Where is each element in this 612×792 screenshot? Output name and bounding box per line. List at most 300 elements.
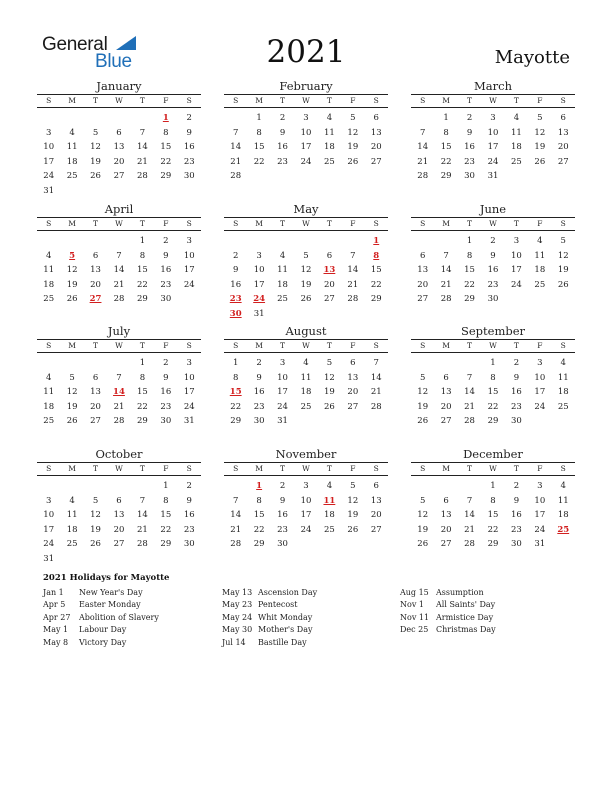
day-grid: [411, 111, 575, 184]
day-cell: 16: [160, 387, 172, 398]
day-cell: 17: [43, 524, 55, 535]
day-cell: 26: [557, 279, 569, 290]
calendar-year-title: 2021: [266, 34, 346, 70]
weekday-header: S: [233, 341, 239, 350]
weekday-header: T: [513, 219, 519, 228]
empty-day-cell: [60, 111, 83, 126]
day-cell: 17: [534, 510, 546, 521]
day-cell: 28: [464, 416, 475, 427]
weekday-header: M: [442, 464, 450, 473]
day-cell: 29: [160, 539, 172, 550]
day-cell: 10: [487, 127, 499, 138]
day-cell: 11: [66, 142, 78, 153]
day-cell: 28: [230, 539, 242, 550]
weekday-header: W: [115, 96, 123, 105]
day-cell: 30: [464, 171, 475, 182]
day-cell: 8: [466, 250, 473, 261]
empty-day-cell: [224, 479, 247, 494]
holiday-row: [400, 624, 580, 636]
day-cell: 5: [420, 495, 426, 506]
day-cell: 19: [557, 265, 569, 276]
day-cell: 18: [277, 279, 288, 290]
day-cell: 29: [487, 539, 499, 550]
weekday-header: T: [280, 464, 286, 473]
day-cell: 20: [90, 279, 101, 290]
month-title: August: [285, 324, 327, 338]
day-cell: 24: [510, 279, 522, 290]
weekday-header: S: [420, 219, 426, 228]
day-cell: 7: [466, 495, 473, 506]
empty-day-cell: [60, 234, 83, 249]
day-cell: 29: [136, 294, 148, 305]
day-cell: 4: [279, 250, 286, 261]
day-cell: 14: [417, 142, 429, 153]
weekday-header: M: [255, 219, 263, 228]
day-grid: [37, 111, 201, 199]
weekday-header: F: [537, 219, 543, 228]
weekday-header: T: [139, 341, 145, 350]
weekday-header: S: [46, 341, 52, 350]
day-cell: 18: [557, 387, 569, 398]
day-cell: 19: [534, 142, 546, 153]
day-cell: 5: [303, 250, 309, 261]
day-cell: 7: [233, 495, 239, 506]
day-cell: 9: [163, 250, 169, 261]
month-october: [37, 447, 201, 567]
weekday-header: S: [420, 341, 426, 350]
weekday-header: S: [420, 464, 426, 473]
day-cell: 8: [139, 250, 146, 261]
holiday-day-cell: 14: [113, 387, 125, 398]
day-cell: 14: [230, 142, 242, 153]
day-cell: 11: [510, 127, 522, 138]
day-cell: 4: [46, 250, 52, 261]
day-grid: [37, 479, 201, 567]
holiday-date: Nov 1: [400, 600, 424, 610]
day-grid: [37, 234, 201, 307]
day-cell: 14: [464, 510, 475, 521]
day-cell: 14: [464, 387, 475, 398]
holiday-name: Easter Monday: [79, 600, 141, 610]
day-cell: 12: [66, 387, 78, 398]
empty-day-cell: [131, 111, 154, 126]
month-april: [37, 202, 201, 307]
day-cell: 27: [370, 156, 382, 167]
day-cell: 19: [417, 401, 429, 412]
day-cell: 18: [323, 142, 335, 153]
day-cell: 26: [90, 539, 101, 550]
day-cell: 19: [417, 524, 429, 535]
empty-day-cell: [84, 479, 107, 494]
holiday-row: [400, 612, 580, 624]
day-cell: 27: [440, 416, 452, 427]
weekday-header: S: [420, 96, 426, 105]
day-cell: 15: [464, 265, 475, 276]
day-cell: 8: [443, 127, 449, 138]
day-cell: 26: [66, 294, 78, 305]
day-cell: 26: [347, 156, 359, 167]
day-cell: 17: [487, 142, 499, 153]
day-cell: 19: [90, 524, 101, 535]
day-grid: [224, 479, 388, 552]
day-cell: 13: [370, 127, 382, 138]
day-cell: 2: [279, 113, 286, 123]
empty-day-cell: [37, 111, 60, 126]
day-cell: 26: [347, 524, 359, 535]
day-cell: 14: [370, 372, 382, 383]
day-cell: 17: [277, 387, 288, 398]
day-cell: 21: [136, 524, 148, 535]
day-cell: 15: [160, 142, 172, 153]
day-cell: 8: [163, 127, 169, 138]
holiday-date: Apr 27: [43, 612, 71, 622]
day-cell: 15: [487, 510, 499, 521]
weekday-header: S: [186, 464, 192, 473]
day-cell: 3: [46, 495, 52, 506]
holidays-column-1: [43, 587, 223, 649]
month-may: [224, 202, 388, 322]
day-cell: 12: [90, 142, 101, 153]
day-cell: 20: [113, 524, 125, 535]
holiday-name: Victory Day: [79, 637, 127, 647]
day-cell: 25: [534, 279, 546, 290]
weekday-header: W: [302, 96, 310, 105]
holiday-row: [222, 624, 402, 636]
day-cell: 7: [373, 358, 379, 368]
holiday-row: [43, 599, 223, 611]
day-cell: 23: [160, 279, 172, 290]
day-cell: 20: [440, 524, 452, 535]
day-cell: 21: [113, 401, 125, 412]
empty-day-cell: [107, 356, 130, 371]
day-cell: 16: [510, 387, 522, 398]
day-cell: 14: [136, 510, 148, 521]
day-cell: 30: [510, 416, 522, 427]
day-cell: 9: [256, 372, 262, 383]
day-cell: 9: [186, 127, 192, 138]
empty-day-cell: [84, 234, 107, 249]
day-cell: 10: [43, 510, 55, 521]
holiday-date: Aug 15: [400, 588, 429, 597]
holiday-day-cell: 11: [323, 495, 336, 506]
weekday-header: F: [163, 464, 169, 473]
day-cell: 3: [537, 481, 543, 491]
day-cell: 3: [46, 127, 52, 138]
holiday-row: [222, 587, 402, 599]
weekday-header-row: [37, 462, 201, 476]
day-cell: 3: [303, 481, 309, 491]
weekday-header: T: [326, 464, 332, 473]
empty-day-cell: [434, 234, 457, 249]
day-cell: 23: [277, 156, 288, 167]
day-cell: 2: [513, 358, 520, 368]
holiday-date: May 24: [222, 612, 253, 622]
day-cell: 29: [370, 294, 382, 305]
day-cell: 17: [534, 387, 546, 398]
day-cell: 3: [303, 113, 309, 123]
day-cell: 30: [160, 416, 172, 427]
weekday-header: T: [139, 464, 145, 473]
day-cell: 10: [300, 495, 312, 506]
day-cell: 29: [440, 171, 452, 182]
day-cell: 25: [43, 294, 55, 305]
day-cell: 2: [466, 113, 473, 123]
weekday-header: S: [46, 219, 52, 228]
holiday-date: Jan 1: [43, 588, 64, 597]
day-grid: [411, 356, 575, 429]
day-cell: 16: [183, 142, 195, 153]
holiday-name: Ascension Day: [258, 588, 318, 597]
weekday-header: S: [560, 96, 566, 105]
day-cell: 23: [464, 156, 475, 167]
day-cell: 11: [323, 127, 335, 138]
day-cell: 20: [557, 142, 569, 153]
day-cell: 22: [136, 279, 148, 290]
day-cell: 4: [560, 358, 566, 368]
day-cell: 21: [136, 156, 148, 167]
weekday-header: T: [93, 219, 99, 228]
day-cell: 2: [163, 358, 169, 368]
day-cell: 15: [253, 142, 265, 153]
day-cell: 18: [66, 524, 78, 535]
day-cell: 23: [183, 156, 195, 167]
holiday-date: Jul 14: [222, 637, 246, 647]
holiday-date: Apr 5: [43, 600, 66, 610]
day-cell: 13: [347, 372, 359, 383]
weekday-header: T: [280, 341, 286, 350]
holiday-date: May 30: [222, 625, 253, 635]
day-cell: 10: [183, 372, 195, 383]
day-cell: 18: [300, 387, 312, 398]
day-cell: 6: [373, 113, 379, 123]
month-november: [224, 447, 388, 552]
holiday-name: All Saints' Day: [436, 600, 496, 610]
day-cell: 3: [279, 358, 286, 368]
weekday-header: M: [255, 464, 263, 473]
holiday-day-cell: 24: [253, 294, 266, 305]
day-cell: 4: [69, 495, 75, 506]
day-cell: 25: [510, 156, 522, 167]
month-title: May: [293, 202, 319, 216]
empty-day-cell: [107, 111, 130, 126]
day-cell: 13: [440, 387, 452, 398]
weekday-header-row: [224, 339, 388, 353]
day-cell: 28: [113, 294, 125, 305]
day-cell: 23: [510, 401, 522, 412]
holiday-row: [222, 612, 402, 624]
weekday-header: F: [350, 219, 356, 228]
month-title: March: [474, 79, 512, 93]
day-cell: 4: [303, 358, 309, 368]
day-cell: 7: [420, 127, 426, 138]
day-cell: 9: [233, 265, 239, 276]
weekday-header-row: [411, 462, 575, 476]
day-cell: 13: [417, 265, 429, 276]
empty-day-cell: [294, 234, 317, 249]
weekday-header: W: [489, 464, 497, 473]
day-cell: 12: [323, 372, 335, 383]
holiday-day-cell: 1: [256, 481, 263, 491]
day-cell: 20: [90, 401, 101, 412]
day-cell: 13: [90, 387, 101, 398]
day-cell: 1: [490, 358, 496, 368]
day-cell: 20: [323, 279, 335, 290]
weekday-header: T: [513, 464, 519, 473]
holiday-row: [400, 599, 580, 611]
empty-day-cell: [411, 234, 434, 249]
day-cell: 8: [233, 372, 239, 383]
weekday-header: W: [489, 219, 497, 228]
holiday-row: [222, 637, 402, 649]
day-cell: 5: [537, 113, 543, 123]
weekday-header: T: [280, 219, 286, 228]
day-cell: 6: [116, 127, 122, 138]
day-cell: 7: [443, 250, 449, 261]
day-cell: 24: [277, 401, 288, 412]
day-cell: 22: [230, 401, 242, 412]
weekday-header: S: [373, 219, 379, 228]
day-cell: 25: [323, 524, 335, 535]
day-cell: 31: [277, 416, 288, 427]
day-cell: 7: [116, 250, 122, 261]
empty-day-cell: [224, 111, 247, 126]
day-cell: 16: [253, 387, 265, 398]
month-title: April: [104, 202, 134, 216]
day-cell: 7: [466, 372, 473, 383]
weekday-header: W: [302, 219, 310, 228]
day-cell: 8: [256, 495, 262, 506]
day-cell: 9: [279, 127, 286, 138]
day-cell: 6: [92, 372, 99, 383]
day-cell: 24: [43, 539, 55, 550]
day-cell: 2: [186, 481, 192, 491]
weekday-header: W: [115, 341, 123, 350]
day-grid: [224, 111, 388, 184]
day-cell: 15: [440, 142, 452, 153]
holiday-row: [43, 587, 223, 599]
day-cell: 8: [490, 372, 496, 383]
day-cell: 19: [347, 510, 359, 521]
month-title: October: [95, 447, 143, 461]
day-cell: 2: [233, 250, 239, 261]
day-cell: 5: [350, 113, 356, 123]
day-cell: 27: [370, 524, 382, 535]
weekday-header: S: [233, 96, 239, 105]
day-cell: 24: [43, 171, 55, 182]
weekday-header: S: [373, 464, 379, 473]
day-cell: 6: [560, 113, 566, 123]
month-june: [411, 202, 575, 307]
day-cell: 5: [92, 127, 99, 138]
day-cell: 21: [230, 524, 242, 535]
day-cell: 27: [440, 539, 452, 550]
day-cell: 18: [66, 156, 78, 167]
holiday-date: May 1: [43, 625, 69, 635]
day-cell: 20: [113, 156, 125, 167]
day-cell: 25: [43, 416, 55, 427]
month-title: February: [279, 79, 333, 93]
day-cell: 31: [487, 171, 499, 182]
holiday-day-cell: 1: [162, 113, 169, 123]
day-cell: 28: [347, 294, 359, 305]
month-july: [37, 324, 201, 429]
day-cell: 28: [230, 171, 242, 182]
holiday-name: Abolition of Slavery: [79, 612, 159, 622]
day-cell: 24: [534, 524, 546, 535]
day-cell: 28: [464, 539, 475, 550]
day-cell: 21: [464, 524, 475, 535]
day-cell: 26: [90, 171, 101, 182]
day-cell: 15: [487, 387, 499, 398]
day-cell: 12: [417, 510, 429, 521]
day-grid: [224, 356, 388, 429]
weekday-header: T: [139, 96, 145, 105]
day-cell: 9: [513, 495, 520, 506]
day-cell: 20: [417, 279, 429, 290]
day-cell: 10: [534, 372, 546, 383]
weekday-header: T: [467, 96, 473, 105]
day-cell: 3: [490, 113, 496, 123]
day-cell: 31: [43, 553, 55, 564]
month-august: [224, 324, 388, 429]
day-cell: 3: [513, 236, 520, 246]
weekday-header: F: [163, 96, 169, 105]
weekday-header: S: [46, 96, 52, 105]
empty-day-cell: [411, 111, 434, 126]
weekday-header-row: [224, 94, 388, 108]
day-cell: 12: [534, 127, 546, 138]
day-cell: 10: [183, 250, 195, 261]
day-cell: 2: [279, 481, 286, 491]
day-cell: 6: [92, 250, 99, 261]
month-title: September: [460, 324, 526, 338]
holiday-day-cell: 8: [373, 250, 380, 261]
weekday-header: S: [186, 341, 192, 350]
day-cell: 2: [186, 113, 192, 123]
month-september: [411, 324, 575, 429]
day-cell: 23: [487, 279, 499, 290]
day-cell: 14: [230, 510, 242, 521]
weekday-header-row: [37, 94, 201, 108]
day-cell: 5: [350, 481, 356, 491]
weekday-header: F: [537, 96, 543, 105]
day-cell: 19: [66, 279, 78, 290]
empty-day-cell: [411, 356, 434, 371]
day-cell: 11: [66, 510, 78, 521]
day-cell: 2: [513, 481, 520, 491]
day-cell: 30: [183, 171, 195, 182]
holiday-day-cell: 13: [323, 265, 336, 276]
day-cell: 27: [90, 416, 101, 427]
month-title: July: [107, 324, 131, 338]
day-cell: 28: [370, 401, 382, 412]
weekday-header-row: [411, 339, 575, 353]
day-cell: 14: [136, 142, 148, 153]
day-cell: 11: [277, 265, 288, 276]
day-cell: 10: [253, 265, 265, 276]
day-cell: 31: [43, 185, 55, 196]
day-cell: 18: [43, 401, 55, 412]
day-cell: 9: [513, 372, 520, 383]
holiday-date: Nov 11: [400, 612, 430, 622]
holiday-row: [400, 587, 580, 599]
weekday-header: T: [93, 464, 99, 473]
day-cell: 16: [277, 142, 288, 153]
day-cell: 30: [160, 294, 172, 305]
month-title: December: [463, 447, 523, 461]
empty-day-cell: [107, 234, 130, 249]
day-cell: 22: [160, 156, 172, 167]
